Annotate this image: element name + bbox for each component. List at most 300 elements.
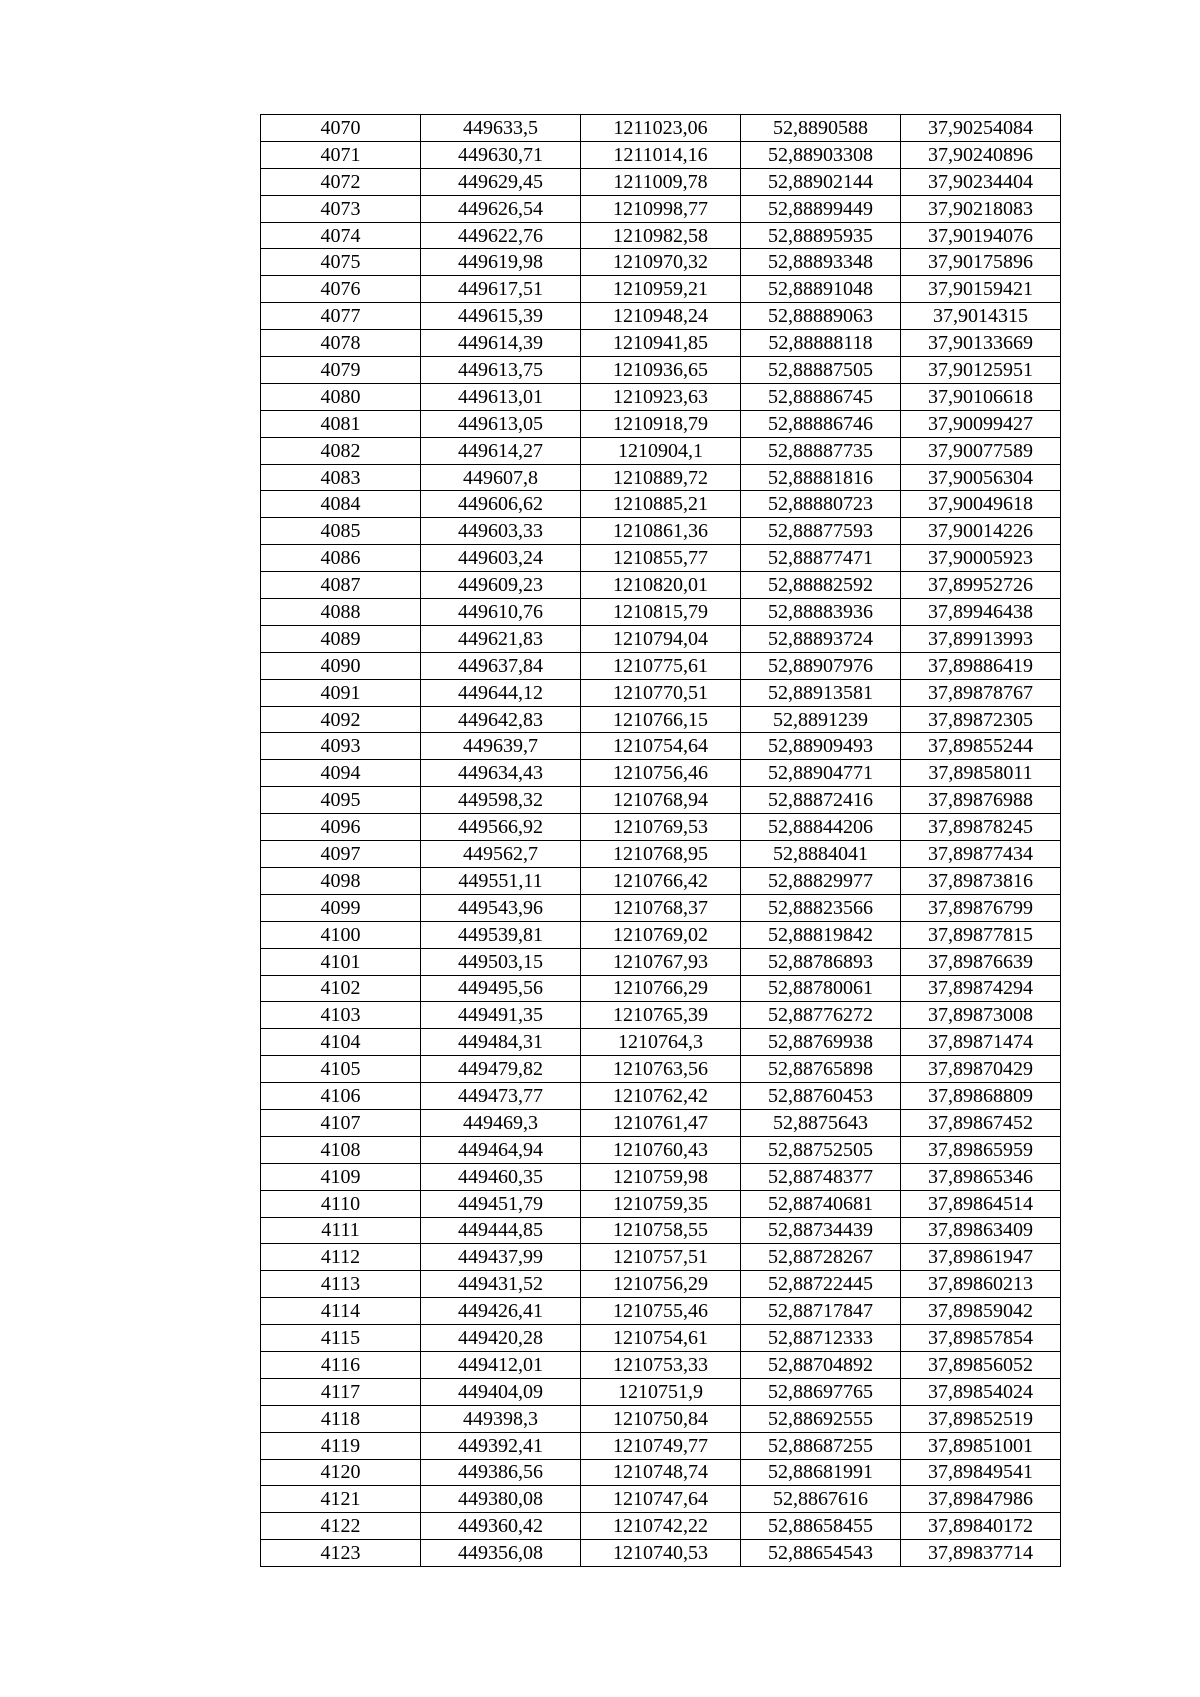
longitude-cell: 37,89873816 <box>901 867 1061 894</box>
y-coordinate-cell: 1210923,63 <box>581 383 741 410</box>
table-row <box>261 1432 1061 1459</box>
table-row <box>261 787 1061 814</box>
longitude-cell: 37,90240896 <box>901 141 1061 168</box>
table-row <box>261 760 1061 787</box>
y-coordinate-cell: 1210948,24 <box>581 303 741 330</box>
point-number-cell: 4080 <box>261 383 421 410</box>
point-number-cell: 4070 <box>261 115 421 142</box>
y-coordinate-cell: 1210764,3 <box>581 1029 741 1056</box>
longitude-cell: 37,89876639 <box>901 948 1061 975</box>
latitude-cell: 52,88893724 <box>741 625 901 652</box>
point-number-cell: 4107 <box>261 1109 421 1136</box>
point-number-cell: 4099 <box>261 894 421 921</box>
longitude-cell: 37,89952726 <box>901 572 1061 599</box>
point-number-cell: 4122 <box>261 1513 421 1540</box>
y-coordinate-cell: 1210959,21 <box>581 276 741 303</box>
point-number-cell: 4093 <box>261 733 421 760</box>
x-coordinate-cell: 449642,83 <box>421 706 581 733</box>
table-row <box>261 1298 1061 1325</box>
x-coordinate-cell: 449562,7 <box>421 841 581 868</box>
longitude-cell: 37,89876799 <box>901 894 1061 921</box>
y-coordinate-cell: 1210755,46 <box>581 1298 741 1325</box>
x-coordinate-cell: 449606,62 <box>421 491 581 518</box>
table-body <box>261 115 1061 1567</box>
table-row <box>261 841 1061 868</box>
x-coordinate-cell: 449473,77 <box>421 1083 581 1110</box>
x-coordinate-cell: 449426,41 <box>421 1298 581 1325</box>
latitude-cell: 52,88891048 <box>741 276 901 303</box>
longitude-cell: 37,90056304 <box>901 464 1061 491</box>
longitude-cell: 37,90159421 <box>901 276 1061 303</box>
point-number-cell: 4113 <box>261 1271 421 1298</box>
table-row <box>261 545 1061 572</box>
point-number-cell: 4075 <box>261 249 421 276</box>
table-row <box>261 357 1061 384</box>
latitude-cell: 52,88687255 <box>741 1432 901 1459</box>
latitude-cell: 52,88902144 <box>741 168 901 195</box>
table-row <box>261 383 1061 410</box>
x-coordinate-cell: 449598,32 <box>421 787 581 814</box>
table-row <box>261 1405 1061 1432</box>
x-coordinate-cell: 449614,27 <box>421 437 581 464</box>
latitude-cell: 52,88829977 <box>741 867 901 894</box>
point-number-cell: 4123 <box>261 1540 421 1567</box>
y-coordinate-cell: 1210855,77 <box>581 545 741 572</box>
latitude-cell: 52,88888118 <box>741 330 901 357</box>
x-coordinate-cell: 449484,31 <box>421 1029 581 1056</box>
latitude-cell: 52,88692555 <box>741 1405 901 1432</box>
y-coordinate-cell: 1210748,74 <box>581 1459 741 1486</box>
x-coordinate-cell: 449639,7 <box>421 733 581 760</box>
x-coordinate-cell: 449619,98 <box>421 249 581 276</box>
latitude-cell: 52,88887735 <box>741 437 901 464</box>
latitude-cell: 52,88880723 <box>741 491 901 518</box>
table-row <box>261 168 1061 195</box>
table-row <box>261 1378 1061 1405</box>
point-number-cell: 4119 <box>261 1432 421 1459</box>
table-row <box>261 814 1061 841</box>
latitude-cell: 52,88769938 <box>741 1029 901 1056</box>
x-coordinate-cell: 449603,33 <box>421 518 581 545</box>
y-coordinate-cell: 1210941,85 <box>581 330 741 357</box>
y-coordinate-cell: 1210742,22 <box>581 1513 741 1540</box>
y-coordinate-cell: 1210768,95 <box>581 841 741 868</box>
point-number-cell: 4115 <box>261 1325 421 1352</box>
latitude-cell: 52,88903308 <box>741 141 901 168</box>
point-number-cell: 4088 <box>261 599 421 626</box>
point-number-cell: 4102 <box>261 975 421 1002</box>
longitude-cell: 37,89871474 <box>901 1029 1061 1056</box>
y-coordinate-cell: 1210760,43 <box>581 1136 741 1163</box>
table-row <box>261 652 1061 679</box>
y-coordinate-cell: 1210762,42 <box>581 1083 741 1110</box>
x-coordinate-cell: 449444,85 <box>421 1217 581 1244</box>
x-coordinate-cell: 449626,54 <box>421 195 581 222</box>
longitude-cell: 37,89849541 <box>901 1459 1061 1486</box>
y-coordinate-cell: 1210766,15 <box>581 706 741 733</box>
point-number-cell: 4091 <box>261 679 421 706</box>
table-row <box>261 330 1061 357</box>
table-row <box>261 599 1061 626</box>
longitude-cell: 37,89863409 <box>901 1217 1061 1244</box>
longitude-cell: 37,89860213 <box>901 1271 1061 1298</box>
latitude-cell: 52,88765898 <box>741 1056 901 1083</box>
y-coordinate-cell: 1210768,37 <box>581 894 741 921</box>
point-number-cell: 4110 <box>261 1190 421 1217</box>
longitude-cell: 37,90077589 <box>901 437 1061 464</box>
longitude-cell: 37,89873008 <box>901 1002 1061 1029</box>
y-coordinate-cell: 1211014,16 <box>581 141 741 168</box>
x-coordinate-cell: 449479,82 <box>421 1056 581 1083</box>
point-number-cell: 4079 <box>261 357 421 384</box>
latitude-cell: 52,8891239 <box>741 706 901 733</box>
x-coordinate-cell: 449412,01 <box>421 1351 581 1378</box>
x-coordinate-cell: 449615,39 <box>421 303 581 330</box>
y-coordinate-cell: 1210753,33 <box>581 1351 741 1378</box>
x-coordinate-cell: 449633,5 <box>421 115 581 142</box>
table-row <box>261 894 1061 921</box>
x-coordinate-cell: 449431,52 <box>421 1271 581 1298</box>
table-row <box>261 195 1061 222</box>
latitude-cell: 52,88740681 <box>741 1190 901 1217</box>
x-coordinate-cell: 449380,08 <box>421 1486 581 1513</box>
y-coordinate-cell: 1210769,53 <box>581 814 741 841</box>
latitude-cell: 52,88881816 <box>741 464 901 491</box>
x-coordinate-cell: 449503,15 <box>421 948 581 975</box>
table-row <box>261 1244 1061 1271</box>
point-number-cell: 4114 <box>261 1298 421 1325</box>
longitude-cell: 37,9014315 <box>901 303 1061 330</box>
x-coordinate-cell: 449386,56 <box>421 1459 581 1486</box>
latitude-cell: 52,88780061 <box>741 975 901 1002</box>
table-row <box>261 249 1061 276</box>
x-coordinate-cell: 449495,56 <box>421 975 581 1002</box>
longitude-cell: 37,89864514 <box>901 1190 1061 1217</box>
y-coordinate-cell: 1210756,46 <box>581 760 741 787</box>
point-number-cell: 4094 <box>261 760 421 787</box>
point-number-cell: 4109 <box>261 1163 421 1190</box>
longitude-cell: 37,89865346 <box>901 1163 1061 1190</box>
table-row <box>261 1029 1061 1056</box>
y-coordinate-cell: 1210889,72 <box>581 464 741 491</box>
point-number-cell: 4081 <box>261 410 421 437</box>
longitude-cell: 37,90049618 <box>901 491 1061 518</box>
longitude-cell: 37,89861947 <box>901 1244 1061 1271</box>
table-row <box>261 141 1061 168</box>
longitude-cell: 37,89878767 <box>901 679 1061 706</box>
point-number-cell: 4076 <box>261 276 421 303</box>
point-number-cell: 4117 <box>261 1378 421 1405</box>
latitude-cell: 52,88907976 <box>741 652 901 679</box>
table-row <box>261 572 1061 599</box>
x-coordinate-cell: 449610,76 <box>421 599 581 626</box>
point-number-cell: 4083 <box>261 464 421 491</box>
y-coordinate-cell: 1210754,61 <box>581 1325 741 1352</box>
x-coordinate-cell: 449404,09 <box>421 1378 581 1405</box>
y-coordinate-cell: 1210775,61 <box>581 652 741 679</box>
x-coordinate-cell: 449614,39 <box>421 330 581 357</box>
longitude-cell: 37,89878245 <box>901 814 1061 841</box>
point-number-cell: 4111 <box>261 1217 421 1244</box>
point-number-cell: 4101 <box>261 948 421 975</box>
table-row <box>261 921 1061 948</box>
table-row <box>261 115 1061 142</box>
table-row <box>261 303 1061 330</box>
y-coordinate-cell: 1210885,21 <box>581 491 741 518</box>
latitude-cell: 52,88697765 <box>741 1378 901 1405</box>
table-row <box>261 625 1061 652</box>
y-coordinate-cell: 1210998,77 <box>581 195 741 222</box>
coordinates-table <box>260 114 1061 1567</box>
latitude-cell: 52,88681991 <box>741 1459 901 1486</box>
table-row <box>261 464 1061 491</box>
latitude-cell: 52,88704892 <box>741 1351 901 1378</box>
x-coordinate-cell: 449634,43 <box>421 760 581 787</box>
y-coordinate-cell: 1210747,64 <box>581 1486 741 1513</box>
point-number-cell: 4072 <box>261 168 421 195</box>
longitude-cell: 37,89854024 <box>901 1378 1061 1405</box>
latitude-cell: 52,88658455 <box>741 1513 901 1540</box>
latitude-cell: 52,88877593 <box>741 518 901 545</box>
longitude-cell: 37,89865959 <box>901 1136 1061 1163</box>
table-row <box>261 1540 1061 1567</box>
longitude-cell: 37,89855244 <box>901 733 1061 760</box>
x-coordinate-cell: 449622,76 <box>421 222 581 249</box>
x-coordinate-cell: 449609,23 <box>421 572 581 599</box>
point-number-cell: 4074 <box>261 222 421 249</box>
point-number-cell: 4104 <box>261 1029 421 1056</box>
table-row <box>261 1271 1061 1298</box>
longitude-cell: 37,89913993 <box>901 625 1061 652</box>
x-coordinate-cell: 449637,84 <box>421 652 581 679</box>
y-coordinate-cell: 1210769,02 <box>581 921 741 948</box>
point-number-cell: 4078 <box>261 330 421 357</box>
y-coordinate-cell: 1210749,77 <box>581 1432 741 1459</box>
x-coordinate-cell: 449464,94 <box>421 1136 581 1163</box>
longitude-cell: 37,89877434 <box>901 841 1061 868</box>
longitude-cell: 37,90133669 <box>901 330 1061 357</box>
latitude-cell: 52,88712333 <box>741 1325 901 1352</box>
x-coordinate-cell: 449543,96 <box>421 894 581 921</box>
y-coordinate-cell: 1210751,9 <box>581 1378 741 1405</box>
x-coordinate-cell: 449392,41 <box>421 1432 581 1459</box>
point-number-cell: 4120 <box>261 1459 421 1486</box>
x-coordinate-cell: 449469,3 <box>421 1109 581 1136</box>
longitude-cell: 37,90014226 <box>901 518 1061 545</box>
latitude-cell: 52,8884041 <box>741 841 901 868</box>
latitude-cell: 52,88734439 <box>741 1217 901 1244</box>
latitude-cell: 52,88899449 <box>741 195 901 222</box>
longitude-cell: 37,90099427 <box>901 410 1061 437</box>
longitude-cell: 37,89876988 <box>901 787 1061 814</box>
longitude-cell: 37,89870429 <box>901 1056 1061 1083</box>
x-coordinate-cell: 449644,12 <box>421 679 581 706</box>
y-coordinate-cell: 1210766,29 <box>581 975 741 1002</box>
point-number-cell: 4096 <box>261 814 421 841</box>
point-number-cell: 4098 <box>261 867 421 894</box>
x-coordinate-cell: 449613,75 <box>421 357 581 384</box>
latitude-cell: 52,88760453 <box>741 1083 901 1110</box>
point-number-cell: 4121 <box>261 1486 421 1513</box>
table-row <box>261 1163 1061 1190</box>
y-coordinate-cell: 1210794,04 <box>581 625 741 652</box>
y-coordinate-cell: 1210765,39 <box>581 1002 741 1029</box>
longitude-cell: 37,90125951 <box>901 357 1061 384</box>
latitude-cell: 52,88886746 <box>741 410 901 437</box>
y-coordinate-cell: 1210918,79 <box>581 410 741 437</box>
y-coordinate-cell: 1210770,51 <box>581 679 741 706</box>
table-row <box>261 1486 1061 1513</box>
point-number-cell: 4073 <box>261 195 421 222</box>
x-coordinate-cell: 449451,79 <box>421 1190 581 1217</box>
latitude-cell: 52,88776272 <box>741 1002 901 1029</box>
x-coordinate-cell: 449613,01 <box>421 383 581 410</box>
y-coordinate-cell: 1210761,47 <box>581 1109 741 1136</box>
longitude-cell: 37,89837714 <box>901 1540 1061 1567</box>
point-number-cell: 4095 <box>261 787 421 814</box>
table-row <box>261 1513 1061 1540</box>
table-row <box>261 1351 1061 1378</box>
table-row <box>261 410 1061 437</box>
point-number-cell: 4090 <box>261 652 421 679</box>
latitude-cell: 52,88752505 <box>741 1136 901 1163</box>
point-number-cell: 4105 <box>261 1056 421 1083</box>
longitude-cell: 37,89868809 <box>901 1083 1061 1110</box>
longitude-cell: 37,89877815 <box>901 921 1061 948</box>
latitude-cell: 52,88872416 <box>741 787 901 814</box>
x-coordinate-cell: 449617,51 <box>421 276 581 303</box>
latitude-cell: 52,88889063 <box>741 303 901 330</box>
latitude-cell: 52,88654543 <box>741 1540 901 1567</box>
y-coordinate-cell: 1211023,06 <box>581 115 741 142</box>
y-coordinate-cell: 1210759,35 <box>581 1190 741 1217</box>
x-coordinate-cell: 449356,08 <box>421 1540 581 1567</box>
table-row <box>261 1056 1061 1083</box>
x-coordinate-cell: 449551,11 <box>421 867 581 894</box>
latitude-cell: 52,88748377 <box>741 1163 901 1190</box>
longitude-cell: 37,89886419 <box>901 652 1061 679</box>
latitude-cell: 52,8867616 <box>741 1486 901 1513</box>
y-coordinate-cell: 1210754,64 <box>581 733 741 760</box>
longitude-cell: 37,89847986 <box>901 1486 1061 1513</box>
point-number-cell: 4118 <box>261 1405 421 1432</box>
longitude-cell: 37,90194076 <box>901 222 1061 249</box>
x-coordinate-cell: 449420,28 <box>421 1325 581 1352</box>
latitude-cell: 52,88819842 <box>741 921 901 948</box>
latitude-cell: 52,88717847 <box>741 1298 901 1325</box>
table-row <box>261 867 1061 894</box>
table-row <box>261 706 1061 733</box>
table-row <box>261 1459 1061 1486</box>
point-number-cell: 4092 <box>261 706 421 733</box>
latitude-cell: 52,88904771 <box>741 760 901 787</box>
point-number-cell: 4087 <box>261 572 421 599</box>
point-number-cell: 4108 <box>261 1136 421 1163</box>
point-number-cell: 4085 <box>261 518 421 545</box>
longitude-cell: 37,89856052 <box>901 1351 1061 1378</box>
latitude-cell: 52,88823566 <box>741 894 901 921</box>
point-number-cell: 4112 <box>261 1244 421 1271</box>
latitude-cell: 52,8890588 <box>741 115 901 142</box>
longitude-cell: 37,90234404 <box>901 168 1061 195</box>
y-coordinate-cell: 1210982,58 <box>581 222 741 249</box>
y-coordinate-cell: 1210766,42 <box>581 867 741 894</box>
y-coordinate-cell: 1210970,32 <box>581 249 741 276</box>
longitude-cell: 37,89857854 <box>901 1325 1061 1352</box>
y-coordinate-cell: 1210767,93 <box>581 948 741 975</box>
longitude-cell: 37,89872305 <box>901 706 1061 733</box>
longitude-cell: 37,89852519 <box>901 1405 1061 1432</box>
longitude-cell: 37,90005923 <box>901 545 1061 572</box>
table-row <box>261 975 1061 1002</box>
y-coordinate-cell: 1210820,01 <box>581 572 741 599</box>
x-coordinate-cell: 449629,45 <box>421 168 581 195</box>
x-coordinate-cell: 449360,42 <box>421 1513 581 1540</box>
point-number-cell: 4071 <box>261 141 421 168</box>
latitude-cell: 52,88913581 <box>741 679 901 706</box>
point-number-cell: 4097 <box>261 841 421 868</box>
longitude-cell: 37,89859042 <box>901 1298 1061 1325</box>
x-coordinate-cell: 449630,71 <box>421 141 581 168</box>
latitude-cell: 52,88844206 <box>741 814 901 841</box>
x-coordinate-cell: 449437,99 <box>421 1244 581 1271</box>
y-coordinate-cell: 1210740,53 <box>581 1540 741 1567</box>
latitude-cell: 52,88895935 <box>741 222 901 249</box>
longitude-cell: 37,90254084 <box>901 115 1061 142</box>
y-coordinate-cell: 1210861,36 <box>581 518 741 545</box>
table-row <box>261 518 1061 545</box>
table-row <box>261 491 1061 518</box>
x-coordinate-cell: 449539,81 <box>421 921 581 948</box>
point-number-cell: 4089 <box>261 625 421 652</box>
latitude-cell: 52,88786893 <box>741 948 901 975</box>
table-row <box>261 679 1061 706</box>
latitude-cell: 52,88728267 <box>741 1244 901 1271</box>
latitude-cell: 52,8875643 <box>741 1109 901 1136</box>
x-coordinate-cell: 449460,35 <box>421 1163 581 1190</box>
x-coordinate-cell: 449621,83 <box>421 625 581 652</box>
table-row <box>261 1083 1061 1110</box>
point-number-cell: 4106 <box>261 1083 421 1110</box>
point-number-cell: 4082 <box>261 437 421 464</box>
point-number-cell: 4103 <box>261 1002 421 1029</box>
latitude-cell: 52,88909493 <box>741 733 901 760</box>
longitude-cell: 37,89840172 <box>901 1513 1061 1540</box>
latitude-cell: 52,88887505 <box>741 357 901 384</box>
longitude-cell: 37,89851001 <box>901 1432 1061 1459</box>
latitude-cell: 52,88893348 <box>741 249 901 276</box>
table-row <box>261 1217 1061 1244</box>
table-row <box>261 1109 1061 1136</box>
table-row <box>261 222 1061 249</box>
point-number-cell: 4086 <box>261 545 421 572</box>
table-row <box>261 948 1061 975</box>
y-coordinate-cell: 1210768,94 <box>581 787 741 814</box>
latitude-cell: 52,88877471 <box>741 545 901 572</box>
table-row <box>261 437 1061 464</box>
longitude-cell: 37,90218083 <box>901 195 1061 222</box>
latitude-cell: 52,88886745 <box>741 383 901 410</box>
y-coordinate-cell: 1210750,84 <box>581 1405 741 1432</box>
longitude-cell: 37,89946438 <box>901 599 1061 626</box>
longitude-cell: 37,89867452 <box>901 1109 1061 1136</box>
x-coordinate-cell: 449566,92 <box>421 814 581 841</box>
y-coordinate-cell: 1210763,56 <box>581 1056 741 1083</box>
y-coordinate-cell: 1210936,65 <box>581 357 741 384</box>
y-coordinate-cell: 1210904,1 <box>581 437 741 464</box>
point-number-cell: 4116 <box>261 1351 421 1378</box>
table-row <box>261 276 1061 303</box>
